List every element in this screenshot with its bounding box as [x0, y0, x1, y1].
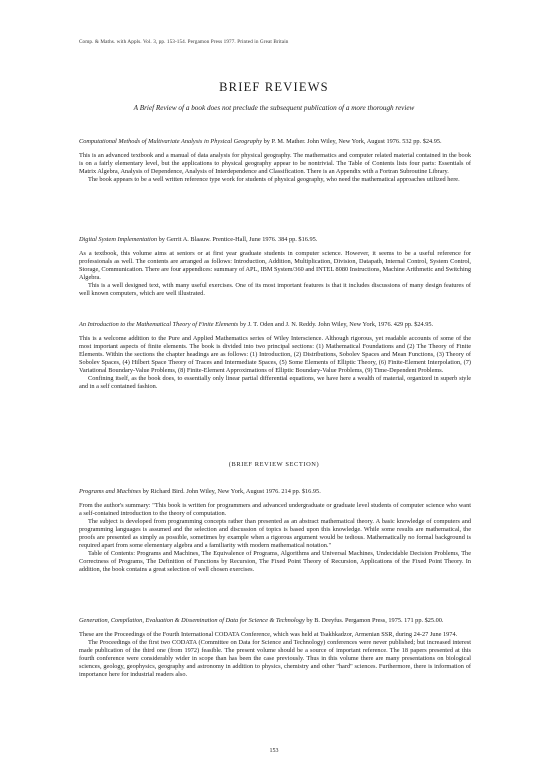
review-paragraph: Table of Contents: Programs and Machines, The Equivalence of Programs, Algorithms and Universal Machines, Undecidable Decision Problems, The Correctness of Programs, The Definition of Functions by Recursion, The Fixed Point Theory of Recursion, Applications of the Fixed Point Theory. In addition, the book contains a great selection of well chosen exercises. — [79, 550, 471, 574]
review-3 — [79, 321, 471, 391]
review-paragraph: The Proceedings of the first two CODATA (Committee on Data for Science and Technology) conferences were never published; but increased interest made publication of the third one (from 1972) feasible. The present volume should be a source of important reference. The 18 papers presented at this fourth conference were considerably wider in scope than has been the case previously. Thus in this volume there are many presentations on biological sciences, geology, geophysics, geography and astronomy in addition to physics, chemistry and other "hard" sciences. Furthermore, there is information of importance here for industrial readers also. — [79, 638, 471, 679]
review-heading — [79, 321, 471, 330]
review-paragraph: Confining itself, as the book does, to essentially only linear partial differential equations, we have here a wealth of material, organized in superb style and in a self contained fashion. — [79, 375, 471, 391]
page-subtitle: A Brief Review of a book does not preclude the subsequent publication of a more thorough review — [133, 104, 415, 112]
page-number: 153 — [269, 748, 279, 754]
book-title: Computational Methods of Multivariate Analysis in Physical Geography — [79, 138, 263, 145]
book-details: by P. M. Mather. John Wiley, New York, August 1976. 532 pp. $24.95. — [262, 138, 442, 145]
book-details: by Gerrit A. Blaauw. Prentice-Hall, June 1976. 384 pp. $16.95. — [157, 236, 318, 243]
review-1 — [79, 138, 471, 184]
book-title: An Introduction to the Mathematical Theory of Finite Elements — [79, 321, 239, 328]
review-paragraph: This is a welcome addition to the Pure and Applied Mathematics series of Wiley Interscience. Although rigorous, yet readable accounts of some of the most important aspects of finite elements. The book is divided into two principal sections: (1) Mathematical Foundations and (2) The Theory of Finite Elements. Within the sections the chapter headings are as follows: (1) Introduction, (2) Distributions, Sobolev Spaces and Mean Functions, (3) Theory of Sobolev Spaces, (4) Hilbert Space Theory of Traces and Intermediate Spaces, (5) Some Elements of Elliptic Theory, (6) Finite-Element Interpolation, (7) Variational Boundary-Value Problems, (8) Finite-Element Approximations of Elliptic Boundary-Value Problems, (9) Time-Dependent Problems. — [79, 334, 471, 374]
review-body — [79, 152, 471, 184]
book-title: Programs and Machines — [79, 488, 142, 495]
review-paragraph: This is a well designed text, with many useful exercises. One of its most important features is that it includes discussions of many design features of well known computers, which are well illustrated. — [79, 281, 471, 298]
running-head: Comp. & Maths. with Appls. Vol. 3, pp. 153-154. Pergamon Press 1977. Printed in Great Britain — [79, 39, 289, 45]
review-body — [79, 250, 471, 299]
book-title: Generation, Compilation, Evaluation & Dissemination of Data for Science & Technology — [79, 617, 305, 624]
review-paragraph: This is an advanced textbook and a manual of data analysis for physical geography. The mathematics and computer related material contained in the book is on a fairly elementary level, but the applications to physical geography appear to be nontrivial. The Table of Contents lists four parts: Essentials of Matrix Algebra, Analysis of Dependence, Analysis of Interdependence and Classification. There is an Appendix with a Fortran Subroutine Library. — [79, 151, 471, 175]
review-5 — [79, 617, 471, 679]
book-details: by B. Dreyfus. Pergamon Press, 1975. 171 pp. $25.00. — [304, 617, 444, 624]
review-paragraph: These are the Proceedings of the Fourth International CODATA Conference, which was held at Tsakhkadzor, Armenian SSR, during 24-27 June 1974. — [79, 630, 458, 638]
review-heading — [79, 236, 471, 245]
review-body — [79, 502, 471, 575]
review-heading — [79, 138, 471, 147]
review-body — [79, 335, 471, 392]
review-paragraph: As a textbook, this volume aims at seniors or at first year graduate students in computer science. However, it seems to be a useful reference for professionals as well. The contents are arranged as follows: Introduction, Addition, Multiplication, Division, Datapath, Internal Control, System Control, Storage, Communication. There are four appendices: summary of APL, IBM System/360 and INTEL 8080 Instructions, Machine Arithmetic and Switching Algebra. — [79, 249, 471, 281]
review-paragraph: From the author's summary: "This book is written for programmers and advanced undergraduate or graduate level students of computer science who want a self-contained introduction to the theory of computation. — [79, 501, 471, 517]
book-details: by Richard Bird. John Wiley, New York, August 1976. 214 pp. $16.95. — [141, 488, 321, 495]
review-2 — [79, 236, 471, 298]
book-title: Digital System Implementation — [79, 236, 157, 243]
book-details: by J. T. Oden and J. N. Reddy. John Wiley, New York, 1976. 429 pp. $24.95. — [238, 321, 434, 328]
review-body — [79, 631, 471, 680]
review-heading — [79, 617, 471, 626]
review-paragraph: The book appears to be a well written reference type work for students of physical geography, who need the mathematical approaches utilized here. — [88, 175, 460, 183]
section-marker: (BRIEF REVIEW SECTION) — [228, 461, 320, 468]
review-4 — [79, 488, 471, 574]
page-title: BRIEF REVIEWS — [219, 80, 329, 94]
review-paragraph: The subject is developed from programming concepts rather than presented as an abstract mathematical theory. A basic knowledge of computers and programming languages is assumed and the selection and discussion of topics is based upon this knowledge. While some results are mathematical, the proofs are presented as simply as possible, sometimes by example when a rigorous argument would be tedious. Mathematically no formal background is required apart from some elementary algebra and a familiarity with modern mathematical notation." — [79, 517, 471, 550]
review-heading — [79, 488, 471, 497]
